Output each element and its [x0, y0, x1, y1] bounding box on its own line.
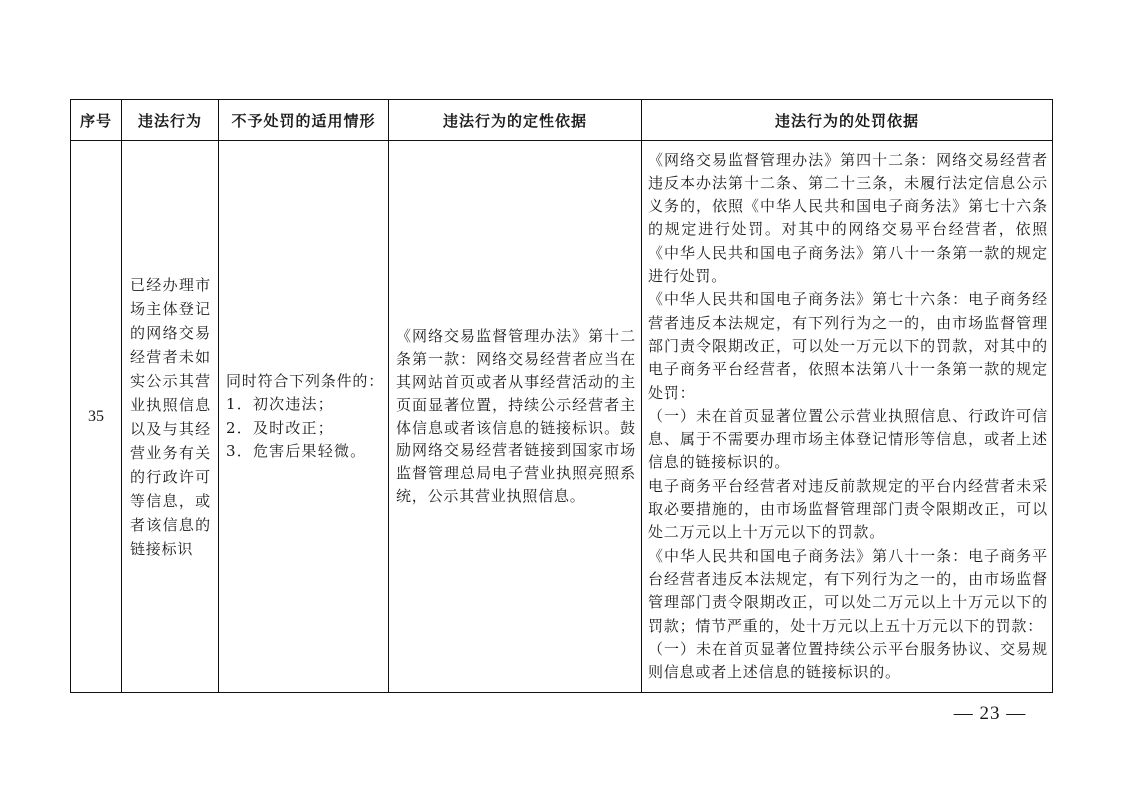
penalty-paragraph: （一）未在首页显著位置公示营业执照信息、行政许可信息、属于不需要办理市场主体登记情形等信息，或者上述信息的链接标识的。	[648, 406, 1048, 472]
column-header-exemption: 不予处罚的适用情形	[219, 100, 389, 141]
column-header-qualification-basis: 违法行为的定性依据	[389, 100, 642, 141]
cell-violation: 已经办理市场主体登记的网络交易经营者未如实公示其营业执照信息以及与其经营业务有关的行政许可等信息，或者该信息的链接标识	[122, 141, 219, 693]
cell-penalty-basis	[642, 141, 1053, 693]
column-header-violation: 违法行为	[122, 100, 219, 141]
penalty-paragraph: 电子商务平台经营者对违反前款规定的平台内经营者未采取必要措施的，由市场监督管理部门责令限期改正，可以处二万元以上十万元以下的罚款。	[648, 476, 1048, 542]
page-number: — 23 —	[953, 703, 1027, 724]
exemption-condition: 1．初次违法；	[226, 395, 334, 414]
penalty-paragraph: 《网络交易监督管理办法》第四十二条：网络交易经营者违反本办法第十二条、第二十三条，未履行法定信息公示义务的，依照《中华人民共和国电子商务法》第七十六条的规定进行处罚。对其中的网络交易平台经营者，依照《中华人民共和国电子商务法》第八十一条第一款的规定进行处罚。	[648, 150, 1048, 286]
column-header-penalty-basis: 违法行为的处罚依据	[642, 100, 1053, 141]
column-header-index: 序号	[71, 100, 122, 141]
exemption-condition: 2．及时改正；	[226, 418, 334, 437]
exemption-intro: 同时符合下列条件的：	[226, 371, 385, 390]
penalty-paragraph: （一）未在首页显著位置持续公示平台服务协议、交易规则信息或者上述信息的链接标识的。	[648, 639, 1048, 682]
cell-qualification-basis: 《网络交易监督管理办法》第十二条第一款：网络交易经营者应当在其网站首页或者从事经营活动的主页面显著位置，持续公示经营者主体信息或者该信息的链接标识。鼓励网络交易经营者链接到国家市场监督管理总局电子营业执照亮照系统，公示其营业执照信息。	[389, 141, 642, 693]
penalty-paragraph: 《中华人民共和国电子商务法》第八十一条：电子商务平台经营者违反本法规定，有下列行为之一的，由市场监督管理部门责令限期改正，可以处二万元以上十万元以下的罚款；情节严重的，处十万元以上五十万元以下的罚款：	[648, 546, 1048, 635]
cell-index: 35	[71, 141, 122, 693]
table-row	[71, 141, 1053, 693]
penalty-paragraph: 《中华人民共和国电子商务法》第七十六条：电子商务经营者违反本法规定，有下列行为之一的，由市场监督管理部门责令限期改正，可以处一万元以下的罚款，对其中的电子商务平台经营者，依照本法第八十一条第一款的规定处罚：	[648, 290, 1048, 402]
cell-exemption	[219, 141, 389, 693]
exemption-condition: 3．危害后果轻微。	[226, 441, 367, 460]
table-header-row	[71, 100, 1053, 141]
regulation-table	[70, 99, 1053, 693]
